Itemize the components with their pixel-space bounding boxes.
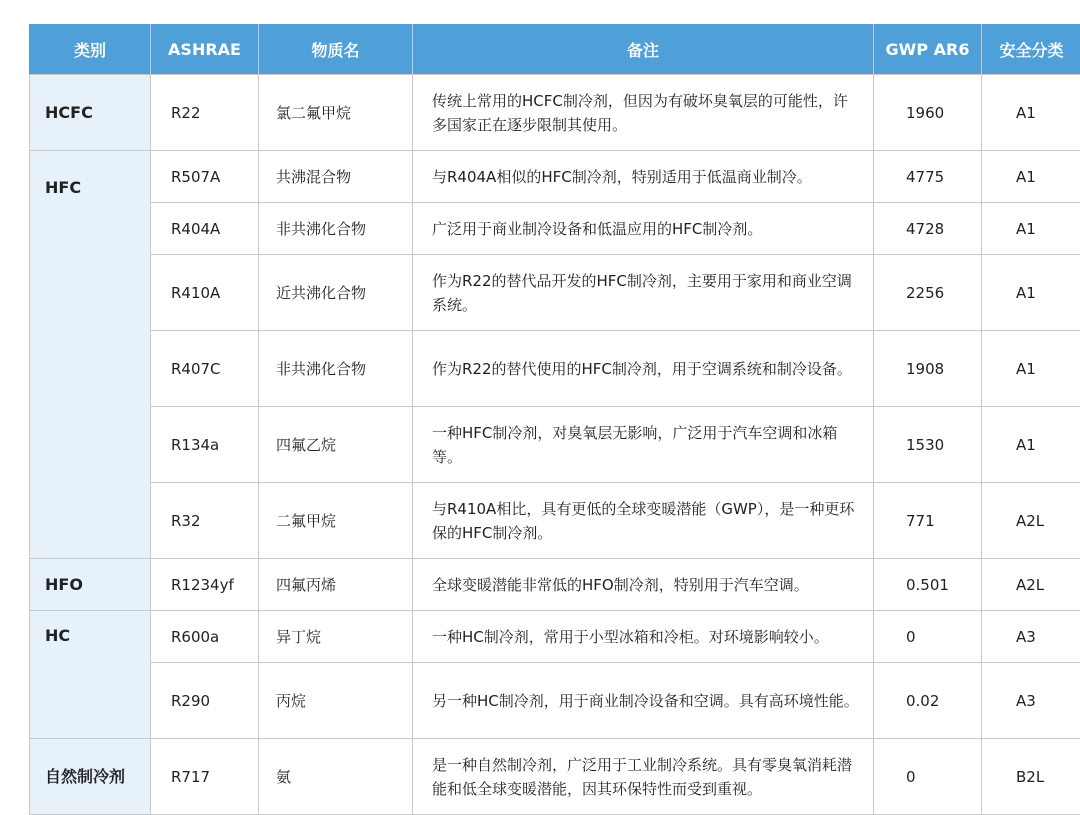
category-cell-hfo <box>30 559 151 611</box>
category-label: HFO <box>45 574 83 594</box>
ashrae-cell: R407C <box>151 331 259 407</box>
category-cell-hfc <box>30 151 151 559</box>
gwp-cell: 0 <box>874 739 982 815</box>
header-row <box>30 25 1080 75</box>
category-cell-hc <box>30 611 151 739</box>
table-row <box>30 663 1080 739</box>
table-row <box>30 739 1080 815</box>
table-row <box>30 151 1080 203</box>
ashrae-cell: R600a <box>151 611 259 663</box>
table-row <box>30 203 1080 255</box>
category-label: HC <box>45 626 71 645</box>
category-label: HCFC <box>45 102 93 122</box>
table-body <box>30 75 1080 815</box>
ashrae-cell: R410A <box>151 255 259 331</box>
header-safety: 安全分类 <box>982 25 1080 75</box>
substance-cell: 共沸混合物 <box>259 151 413 203</box>
safety-cell: A2L <box>982 559 1080 611</box>
refrigerant-table-container <box>29 24 1080 815</box>
safety-cell: A3 <box>982 611 1080 663</box>
gwp-cell: 4775 <box>874 151 982 203</box>
notes-cell: 一种HC制冷剂，常用于小型冰箱和冷柜。对环境影响较小。 <box>413 611 874 663</box>
ashrae-cell: R290 <box>151 663 259 739</box>
header-substance: 物质名 <box>259 25 413 75</box>
table-row <box>30 407 1080 483</box>
gwp-cell: 0 <box>874 611 982 663</box>
gwp-cell: 1530 <box>874 407 982 483</box>
safety-cell: A1 <box>982 331 1080 407</box>
table-row <box>30 483 1080 559</box>
ashrae-cell: R507A <box>151 151 259 203</box>
substance-cell: 近共沸化合物 <box>259 255 413 331</box>
safety-cell: B2L <box>982 739 1080 815</box>
safety-cell: A1 <box>982 203 1080 255</box>
header-notes: 备注 <box>413 25 874 75</box>
safety-cell: A1 <box>982 407 1080 483</box>
substance-cell: 四氟乙烷 <box>259 407 413 483</box>
gwp-cell: 2256 <box>874 255 982 331</box>
substance-cell: 二氟甲烷 <box>259 483 413 559</box>
gwp-cell: 771 <box>874 483 982 559</box>
notes-cell: 作为R22的替代使用的HFC制冷剂，用于空调系统和制冷设备。 <box>413 331 874 407</box>
header-ashrae: ASHRAE <box>151 25 259 75</box>
notes-cell: 作为R22的替代品开发的HFC制冷剂，主要用于家用和商业空调系统。 <box>413 255 874 331</box>
ashrae-cell: R1234yf <box>151 559 259 611</box>
gwp-cell: 1908 <box>874 331 982 407</box>
substance-cell: 非共沸化合物 <box>259 203 413 255</box>
refrigerant-table <box>29 24 1080 815</box>
header-category: 类别 <box>30 25 151 75</box>
notes-cell: 另一种HC制冷剂，用于商业制冷设备和空调。具有高环境性能。 <box>413 663 874 739</box>
table-header <box>30 25 1080 75</box>
notes-cell: 传统上常用的HCFC制冷剂，但因为有破坏臭氧层的可能性，许多国家正在逐步限制其使用。 <box>413 75 874 151</box>
table-row <box>30 255 1080 331</box>
substance-cell: 四氟丙烯 <box>259 559 413 611</box>
header-gwp: GWP AR6 <box>874 25 982 75</box>
notes-cell: 是一种自然制冷剂，广泛用于工业制冷系统。具有零臭氧消耗潜能和低全球变暖潜能，因其环保特性而受到重视。 <box>413 739 874 815</box>
substance-cell: 丙烷 <box>259 663 413 739</box>
ashrae-cell: R32 <box>151 483 259 559</box>
table-row <box>30 559 1080 611</box>
safety-cell: A1 <box>982 75 1080 151</box>
safety-cell: A3 <box>982 663 1080 739</box>
ashrae-cell: R134a <box>151 407 259 483</box>
table-row <box>30 331 1080 407</box>
substance-cell: 非共沸化合物 <box>259 331 413 407</box>
ashrae-cell: R404A <box>151 203 259 255</box>
safety-cell: A1 <box>982 151 1080 203</box>
safety-cell: A2L <box>982 483 1080 559</box>
category-cell-natural <box>30 739 151 815</box>
notes-cell: 与R404A相似的HFC制冷剂，特别适用于低温商业制冷。 <box>413 151 874 203</box>
ashrae-cell: R717 <box>151 739 259 815</box>
gwp-cell: 4728 <box>874 203 982 255</box>
notes-cell: 与R410A相比，具有更低的全球变暖潜能（GWP），是一种更环保的HFC制冷剂。 <box>413 483 874 559</box>
substance-cell: 异丁烷 <box>259 611 413 663</box>
substance-cell: 氯二氟甲烷 <box>259 75 413 151</box>
gwp-cell: 1960 <box>874 75 982 151</box>
safety-cell: A1 <box>982 255 1080 331</box>
notes-cell: 广泛用于商业制冷设备和低温应用的HFC制冷剂。 <box>413 203 874 255</box>
notes-cell: 一种HFC制冷剂，对臭氧层无影响，广泛用于汽车空调和冰箱等。 <box>413 407 874 483</box>
ashrae-cell: R22 <box>151 75 259 151</box>
gwp-cell: 0.501 <box>874 559 982 611</box>
substance-cell: 氨 <box>259 739 413 815</box>
gwp-cell: 0.02 <box>874 663 982 739</box>
table-row <box>30 611 1080 663</box>
category-cell-hcfc <box>30 75 151 151</box>
notes-cell: 全球变暖潜能非常低的HFO制冷剂，特别用于汽车空调。 <box>413 559 874 611</box>
table-row <box>30 75 1080 151</box>
category-label: 自然制冷剂 <box>45 766 126 786</box>
category-label: HFC <box>45 178 82 197</box>
